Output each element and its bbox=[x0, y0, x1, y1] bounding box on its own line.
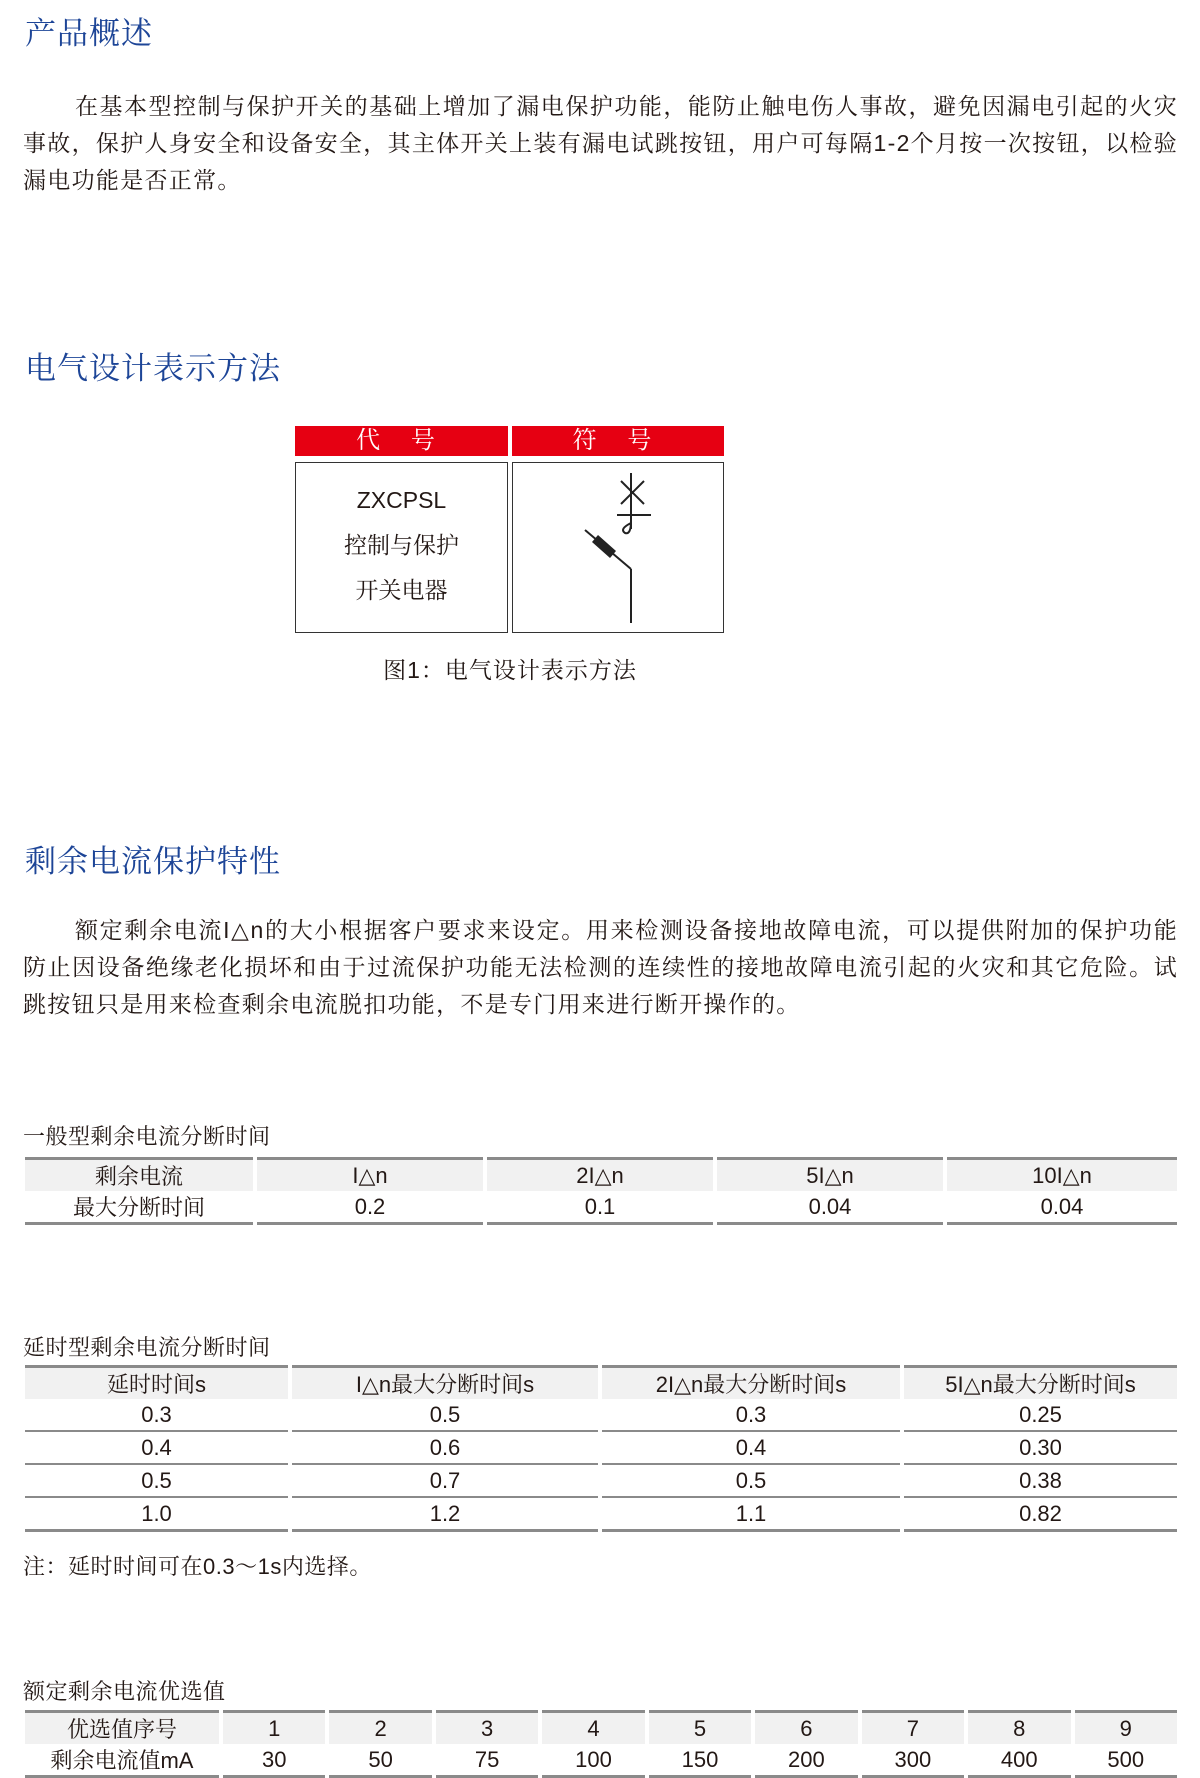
table-cell: 400 bbox=[968, 1744, 1070, 1778]
table-cell: 0.4 bbox=[602, 1432, 900, 1465]
table-cell: 3 bbox=[436, 1710, 538, 1744]
overview-text: 在基本型控制与保护开关的基础上增加了漏电保护功能，能防止触电伤人事故，避免因漏电引起的火灾事故，保护人身安全和设备安全，其主体开关上装有漏电试跳按钮，用户可每隔1-2个月按一次按钮，以检验漏电功能是否正常。 bbox=[23, 93, 1178, 193]
table-cell: 1.2 bbox=[292, 1498, 598, 1532]
table-cell: 0.2 bbox=[257, 1191, 483, 1225]
table-cell: 100 bbox=[542, 1744, 644, 1778]
table-cell: 75 bbox=[436, 1744, 538, 1778]
table-cell: 0.5 bbox=[292, 1399, 598, 1432]
code-box bbox=[295, 462, 508, 633]
table-cell: 0.04 bbox=[717, 1191, 943, 1225]
table-cell: 500 bbox=[1075, 1744, 1178, 1778]
table-cell: 2I△n最大分断时间s bbox=[602, 1365, 900, 1399]
table-cell: 剩余电流 bbox=[25, 1157, 253, 1191]
table-row bbox=[25, 1744, 1177, 1778]
table-cell: 0.5 bbox=[25, 1465, 288, 1498]
table-row bbox=[25, 1191, 1177, 1225]
table-cell: 优选值序号 bbox=[25, 1710, 219, 1744]
section-title-residual: 剩余电流保护特性 bbox=[25, 844, 281, 879]
table-cell: 最大分断时间 bbox=[25, 1191, 253, 1225]
table-cell: 8 bbox=[968, 1710, 1070, 1744]
table-cell: 30 bbox=[223, 1744, 325, 1778]
table-cell: 0.25 bbox=[904, 1399, 1177, 1432]
section-title-overview: 产品概述 bbox=[25, 16, 153, 51]
section-title-electrical: 电气设计表示方法 bbox=[25, 351, 281, 386]
table-cell: 1 bbox=[223, 1710, 325, 1744]
table-delay-note: 注：延时时间可在0.3～1s内选择。 bbox=[23, 1554, 372, 1579]
table-cell: 6 bbox=[755, 1710, 857, 1744]
code-line: 开关电器 bbox=[355, 577, 448, 603]
code-line: 控制与保护 bbox=[344, 532, 459, 558]
code-line: ZXCPSL bbox=[356, 487, 447, 513]
table-cell: 200 bbox=[755, 1744, 857, 1778]
table-cell: 7 bbox=[862, 1710, 964, 1744]
table-cell: 0.30 bbox=[904, 1432, 1177, 1465]
table-cell: 10I△n bbox=[947, 1157, 1177, 1191]
table-cell: 0.1 bbox=[487, 1191, 713, 1225]
table-cell: 1.1 bbox=[602, 1498, 900, 1532]
table-cell: 0.3 bbox=[602, 1399, 900, 1432]
table-cell: 2 bbox=[329, 1710, 431, 1744]
table-cell: 剩余电流值mA bbox=[25, 1744, 219, 1778]
table-preferred-caption: 额定剩余电流优选值 bbox=[23, 1679, 226, 1704]
table-cell: 50 bbox=[329, 1744, 431, 1778]
table-cell: 0.3 bbox=[25, 1399, 288, 1432]
table-delay bbox=[21, 1365, 1181, 1532]
table-cell: 300 bbox=[862, 1744, 964, 1778]
table-cell: 150 bbox=[649, 1744, 751, 1778]
table-cell: I△n最大分断时间s bbox=[292, 1365, 598, 1399]
table-cell: 0.82 bbox=[904, 1498, 1177, 1532]
symbol-box bbox=[512, 462, 724, 633]
table-cell: 9 bbox=[1075, 1710, 1178, 1744]
table-row bbox=[25, 1365, 1177, 1399]
table-cell: 0.04 bbox=[947, 1191, 1177, 1225]
table-cell: 4 bbox=[542, 1710, 644, 1744]
table-row bbox=[25, 1465, 1177, 1498]
rcd-switch-symbol-icon bbox=[513, 463, 725, 634]
table-cell: 延时时间s bbox=[25, 1365, 288, 1399]
table-cell: 1.0 bbox=[25, 1498, 288, 1532]
table-preferred bbox=[21, 1710, 1181, 1778]
table-cell: 5 bbox=[649, 1710, 751, 1744]
table-delay-caption: 延时型剩余电流分断时间 bbox=[23, 1335, 271, 1360]
table-cell: 0.38 bbox=[904, 1465, 1177, 1498]
table-cell: 0.7 bbox=[292, 1465, 598, 1498]
table-cell: 5I△n bbox=[717, 1157, 943, 1191]
table-cell: 0.5 bbox=[602, 1465, 900, 1498]
table-general bbox=[21, 1157, 1181, 1225]
table-cell: 5I△n最大分断时间s bbox=[904, 1365, 1177, 1399]
table-cell: I△n bbox=[257, 1157, 483, 1191]
table-row bbox=[25, 1432, 1177, 1465]
table-row bbox=[25, 1710, 1177, 1744]
table-cell: 0.4 bbox=[25, 1432, 288, 1465]
table-cell: 0.6 bbox=[292, 1432, 598, 1465]
table-cell: 2I△n bbox=[487, 1157, 713, 1191]
table-general-caption: 一般型剩余电流分断时间 bbox=[23, 1124, 271, 1149]
residual-text: 额定剩余电流I△n的大小根据客户要求来设定。用来检测设备接地故障电流，可以提供附加的保护功能防止因设备绝缘老化损坏和由于过流保护功能无法检测的连续性的接地故障电流引起的火灾和其它危险。试跳按钮只是用来检查剩余电流脱扣功能，不是专门用来进行断开操作的。 bbox=[23, 917, 1178, 1017]
symbol-header: 符 号 bbox=[512, 426, 724, 456]
table-row bbox=[25, 1399, 1177, 1432]
table-row bbox=[25, 1498, 1177, 1532]
figure-caption: 图1：电气设计表示方法 bbox=[383, 657, 637, 683]
code-header: 代 号 bbox=[295, 426, 508, 456]
table-row bbox=[25, 1157, 1177, 1191]
